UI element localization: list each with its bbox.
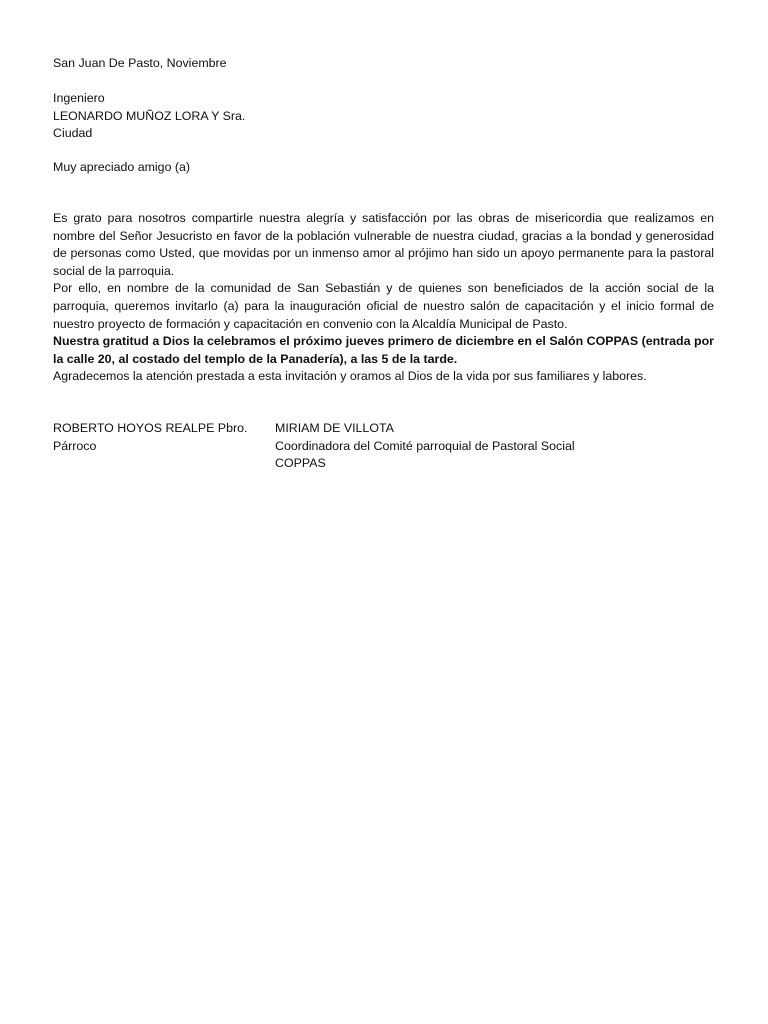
greeting-block <box>53 159 714 177</box>
signature-right-org: COPPAS <box>275 456 326 471</box>
recipient-title: Ingeniero <box>53 91 105 105</box>
signature-right-name: MIRIAM DE VILLOTA <box>275 421 394 435</box>
signature-right <box>275 420 575 473</box>
recipient-name: LEONARDO MUÑOZ LORA Y Sra. <box>53 108 246 123</box>
signature-left <box>53 420 247 455</box>
letter-body <box>53 210 714 386</box>
recipient-city: Ciudad <box>53 126 93 141</box>
body-paragraph-2: Por ello, en nombre de la comunidad de San Sebastián y de quienes son beneficiados de la acción social de la parroquia, queremos invitarlo (a) para la inauguración oficial de nuestro salón de capacitación y el inicio formal de nuestro proyecto de formación y capacitación en convenio con la Alcaldía Municipal de Pasto. <box>53 281 714 331</box>
body-paragraph-1: Es grato para nosotros compartirle nuestra alegría y satisfacción por las obras de misericordia que realizamos en nombre del Señor Jesucristo en favor de la población vulnerable de nuestra ciudad, gracias a la bondad y generosidad de personas como Usted, que movidas por un inmenso amor al prójimo han sido un apoyo permanente para la pastoral social de la parroquia. <box>53 211 714 278</box>
greeting: Muy apreciado amigo (a) <box>53 160 191 174</box>
letter-header <box>53 55 714 73</box>
recipient-block <box>53 90 714 143</box>
body-paragraph-4: Agradecemos la atención prestada a esta invitación y oramos al Dios de la vida por sus familiares y labores. <box>53 369 647 384</box>
signature-left-name: ROBERTO HOYOS REALPE Pbro. <box>53 421 248 435</box>
signature-right-role: Coordinadora del Comité parroquial de Pastoral Social <box>275 438 575 453</box>
place-date: San Juan De Pasto, Noviembre <box>53 56 227 70</box>
signature-left-role: Párroco <box>53 438 97 453</box>
body-paragraph-invitation: Nuestra gratitud a Dios la celebramos el próximo jueves primero de diciembre en el Salón COPPAS (entrada por la calle 20, al costado del templo de la Panadería), a las 5 de la tarde. <box>53 334 714 366</box>
